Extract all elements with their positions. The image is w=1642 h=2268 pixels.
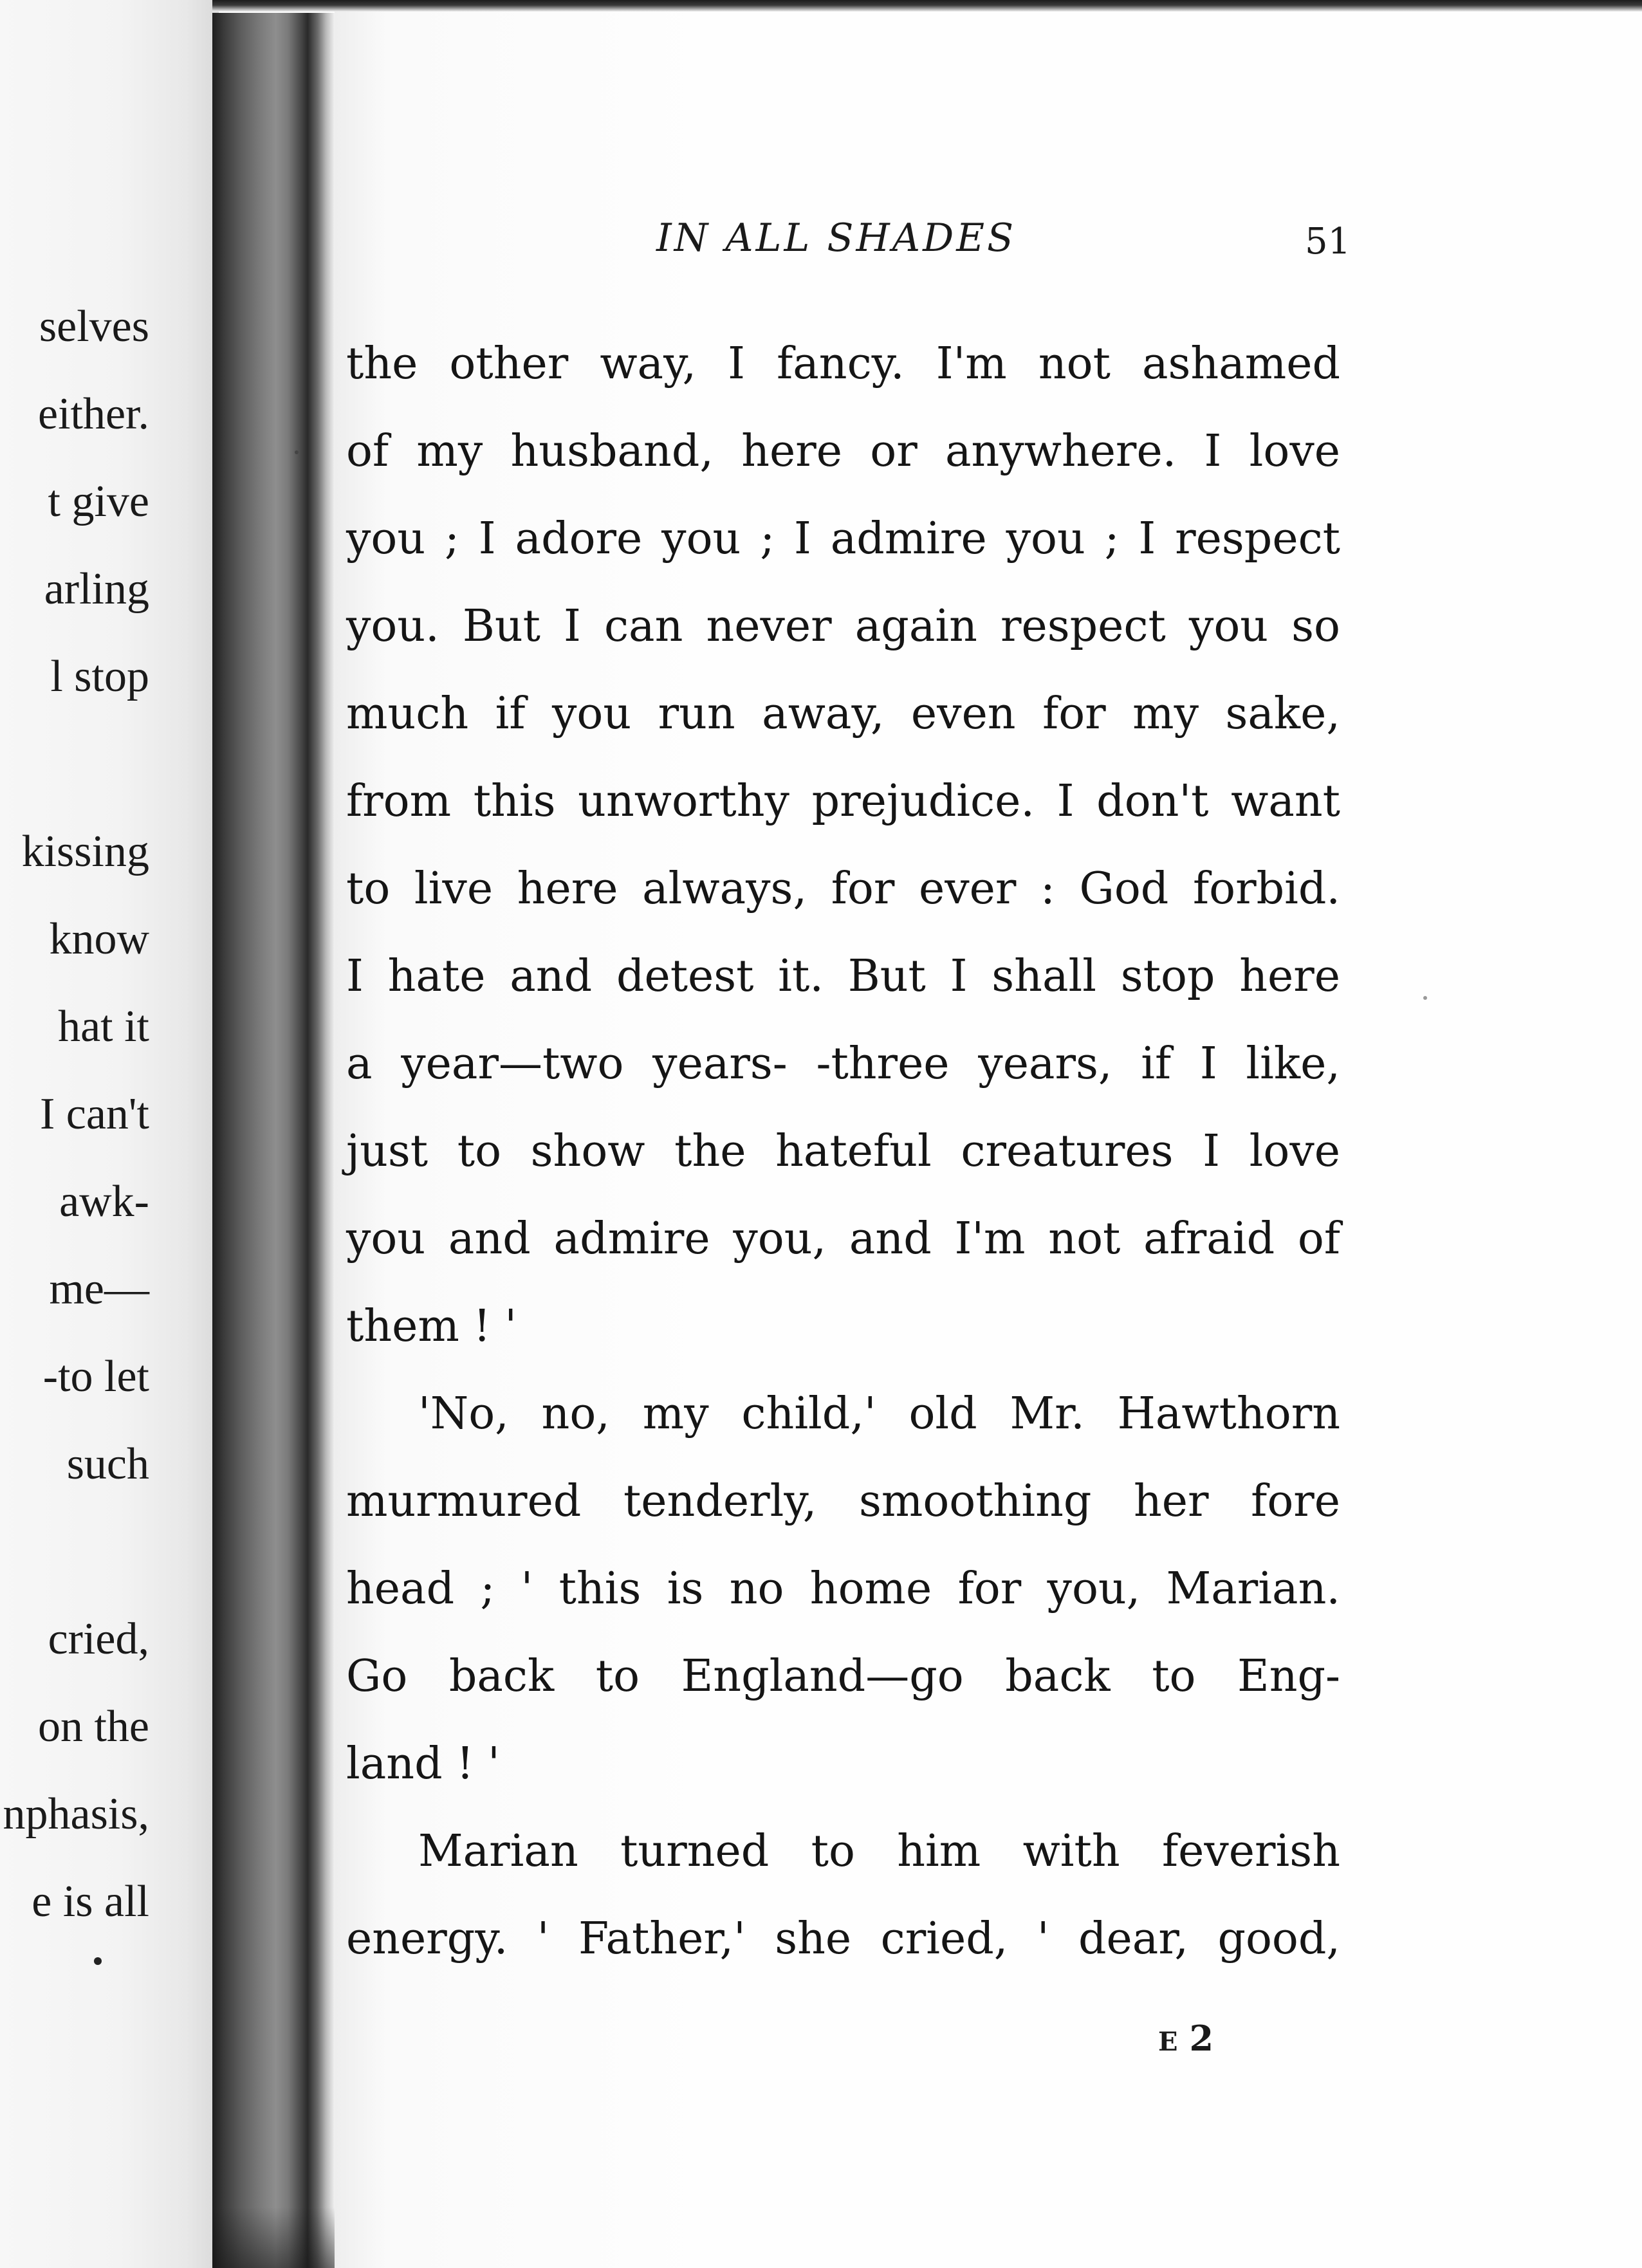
text-line: 'No, no, my child,' old Mr. Hawthorn <box>418 1388 1340 1439</box>
signature-mark <box>1158 2013 1225 2068</box>
text-line: head ; ' this is no home for you, Marian. <box>346 1563 1340 1614</box>
text-line: just to show the hateful creatures I love <box>346 1126 1340 1177</box>
text-line: Go back to England—go back to Eng- <box>346 1651 1340 1702</box>
left-page-line: kissing <box>21 827 149 876</box>
left-page-line: I can't <box>39 1089 149 1139</box>
text-line: to live here always, for ever : God forbid. <box>346 863 1340 914</box>
text-line: a year—two years- -three years, if I like, <box>346 1038 1340 1089</box>
text-line: the other way, I fancy. I'm not ashamed <box>346 338 1340 389</box>
book-gutter-shadow <box>212 13 335 2268</box>
text-line: you and admire you, and I'm not afraid of <box>346 1213 1340 1264</box>
gutter-bottom-shadow <box>212 2207 335 2268</box>
text-line: land ! ' <box>346 1738 500 1789</box>
text-line: of my husband, here or anywhere. I love <box>346 426 1340 477</box>
left-page-line: arling <box>44 564 149 614</box>
text-line: much if you run away, even for my sake, <box>346 688 1340 739</box>
left-page-line: e is all <box>32 1877 149 1926</box>
running-head: IN ALL SHADES <box>656 216 1017 261</box>
text-line: you ; I adore you ; I admire you ; I respect <box>346 513 1340 564</box>
text-line: murmured tenderly, smoothing her fore <box>346 1476 1340 1527</box>
left-page-line: such <box>66 1439 149 1489</box>
print-speck <box>295 450 299 454</box>
text-line: Marian turned to him with feverish <box>418 1826 1340 1877</box>
left-page-line: either. <box>38 389 149 439</box>
left-page-line: on the <box>37 1702 149 1751</box>
left-facing-page <box>0 0 219 2268</box>
left-page-line: t give <box>48 477 149 526</box>
left-page-line: know <box>49 914 149 964</box>
text-line: energy. ' Father,' she cried, ' dear, good, <box>346 1913 1340 1964</box>
signature-letter: E <box>1158 2027 1190 2057</box>
print-speck <box>94 1957 102 1965</box>
left-page-line: cried, <box>48 1614 149 1664</box>
left-page-line: -to let <box>42 1352 149 1401</box>
left-page-line: awk- <box>59 1177 149 1226</box>
text-line: I hate and detest it. But I shall stop here <box>346 951 1340 1002</box>
text-line: from this unworthy prejudice. I don't want <box>346 776 1340 827</box>
left-page-line: hat it <box>58 1002 149 1051</box>
signature-number: 2 <box>1189 2018 1226 2059</box>
left-page-line: l stop <box>50 652 149 701</box>
left-page-line: me— <box>49 1264 149 1314</box>
left-page-line: selves <box>39 302 149 351</box>
left-page-line: nphasis, <box>3 1789 149 1839</box>
body-text <box>346 320 1340 1983</box>
page-top-edge <box>212 0 1642 12</box>
print-speck <box>1423 996 1427 1000</box>
text-line: you. But I can never again respect you so <box>346 601 1340 652</box>
text-line: them ! ' <box>346 1301 517 1352</box>
page-number: 51 <box>1305 221 1351 263</box>
